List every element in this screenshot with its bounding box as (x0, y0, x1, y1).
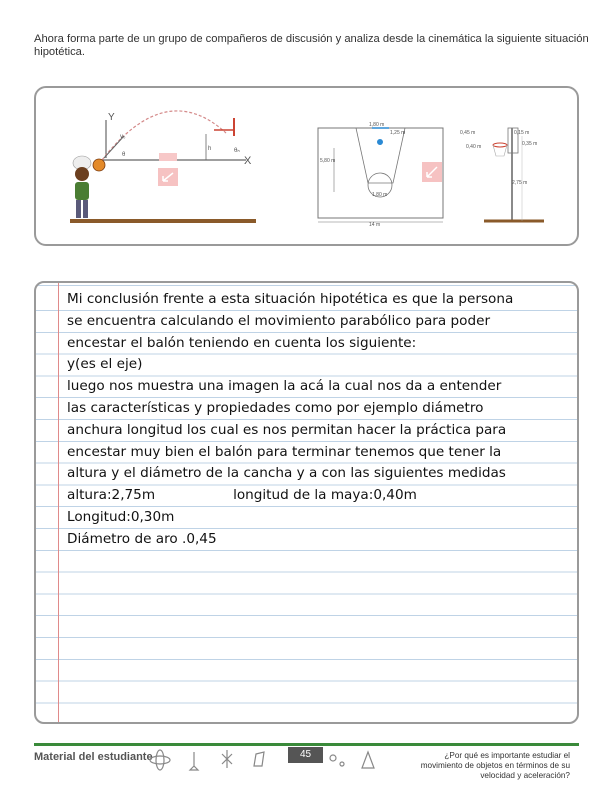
hoop-rim-height-label: 0,35 m (522, 141, 538, 147)
figure-illustrations (36, 88, 581, 248)
axis-x-label: X (244, 155, 252, 167)
altura-value: altura:2,75m (67, 487, 156, 504)
figure-panel (34, 86, 579, 246)
hoop-total-height-label: 2,75 m (512, 180, 528, 186)
answer-line: encestar muy bien el balón para terminar tenemos que tener la (67, 443, 502, 460)
test-tube-icon (190, 752, 198, 770)
projectile-diagram (70, 111, 256, 221)
hoop-rim-label: 0,45 m (460, 130, 476, 136)
molecule-icon (222, 750, 232, 768)
court-key-width: 1,25 m (390, 130, 406, 136)
answer-line: las características y propiedades como por ejemplo diámetro (67, 399, 484, 416)
measurement-line (67, 485, 572, 507)
answer-line: Mi conclusión frente a esta situación hipotética es que la persona (67, 291, 514, 307)
court-hoop-dot (377, 139, 383, 145)
page-number: 45 (288, 747, 323, 763)
answer-line: anchura longitud los cual es nos permitan hacer la práctica para (67, 421, 507, 438)
court-diagram (318, 122, 443, 228)
court-top-width: 1,80 m (369, 122, 385, 128)
diametro-value: Diámetro de aro .0,45 (67, 530, 217, 547)
footer-science-icons (148, 744, 408, 780)
hoop-diagram (460, 128, 544, 221)
court-circle: 1,80 m (372, 192, 388, 198)
v0-label: v₀ (120, 134, 126, 140)
theta-h-label: θₕ (234, 148, 240, 154)
answer-line: altura y el diámetro de la cancha y a con las siguientes medidas (67, 465, 506, 482)
notebook-answer-area (34, 281, 579, 724)
h-label: h (208, 146, 212, 152)
beaker-icon (362, 752, 374, 768)
theta-label: θ (122, 152, 126, 158)
shadow-box (159, 153, 177, 161)
axis-y-label: Y (108, 112, 115, 123)
court-height: 5,80 m (320, 158, 336, 164)
hoop-net-label: 0,40 m (466, 144, 482, 150)
hoop-gap-label: 0,15 m (514, 130, 530, 136)
answer-line: y(es el eje) (67, 356, 143, 373)
answer-line: luego nos muestra una imagen la acá la cual nos da a entender (67, 378, 502, 395)
basketball (93, 159, 105, 171)
longitud-value: Longitud:0,30m (67, 508, 175, 525)
footer-label: Material del estudiante (34, 751, 153, 763)
player-illustration (73, 156, 105, 218)
answer-text (67, 289, 572, 551)
dot-icon (330, 755, 336, 761)
footer-question: ¿Por qué es importante estudiar el movimiento de objetos en términos de su velocidad y aceleración? (420, 751, 570, 780)
answer-line: encestar el balón teniendo en cuenta los siguiente: (67, 334, 417, 351)
atom-icon (150, 756, 170, 764)
intro-text: Ahora forma parte de un grupo de compañeros de discusión y analiza desde la cinemática la siguiente situación hipotética. (34, 33, 589, 58)
court-length: 14 m (369, 222, 381, 228)
flask-icon (254, 752, 264, 766)
notebook-margin-line (58, 283, 59, 722)
longitud-maya-value: longitud de la maya:0,40m (233, 487, 417, 504)
answer-line: se encuentra calculando el movimiento parabólico para poder (67, 312, 491, 329)
